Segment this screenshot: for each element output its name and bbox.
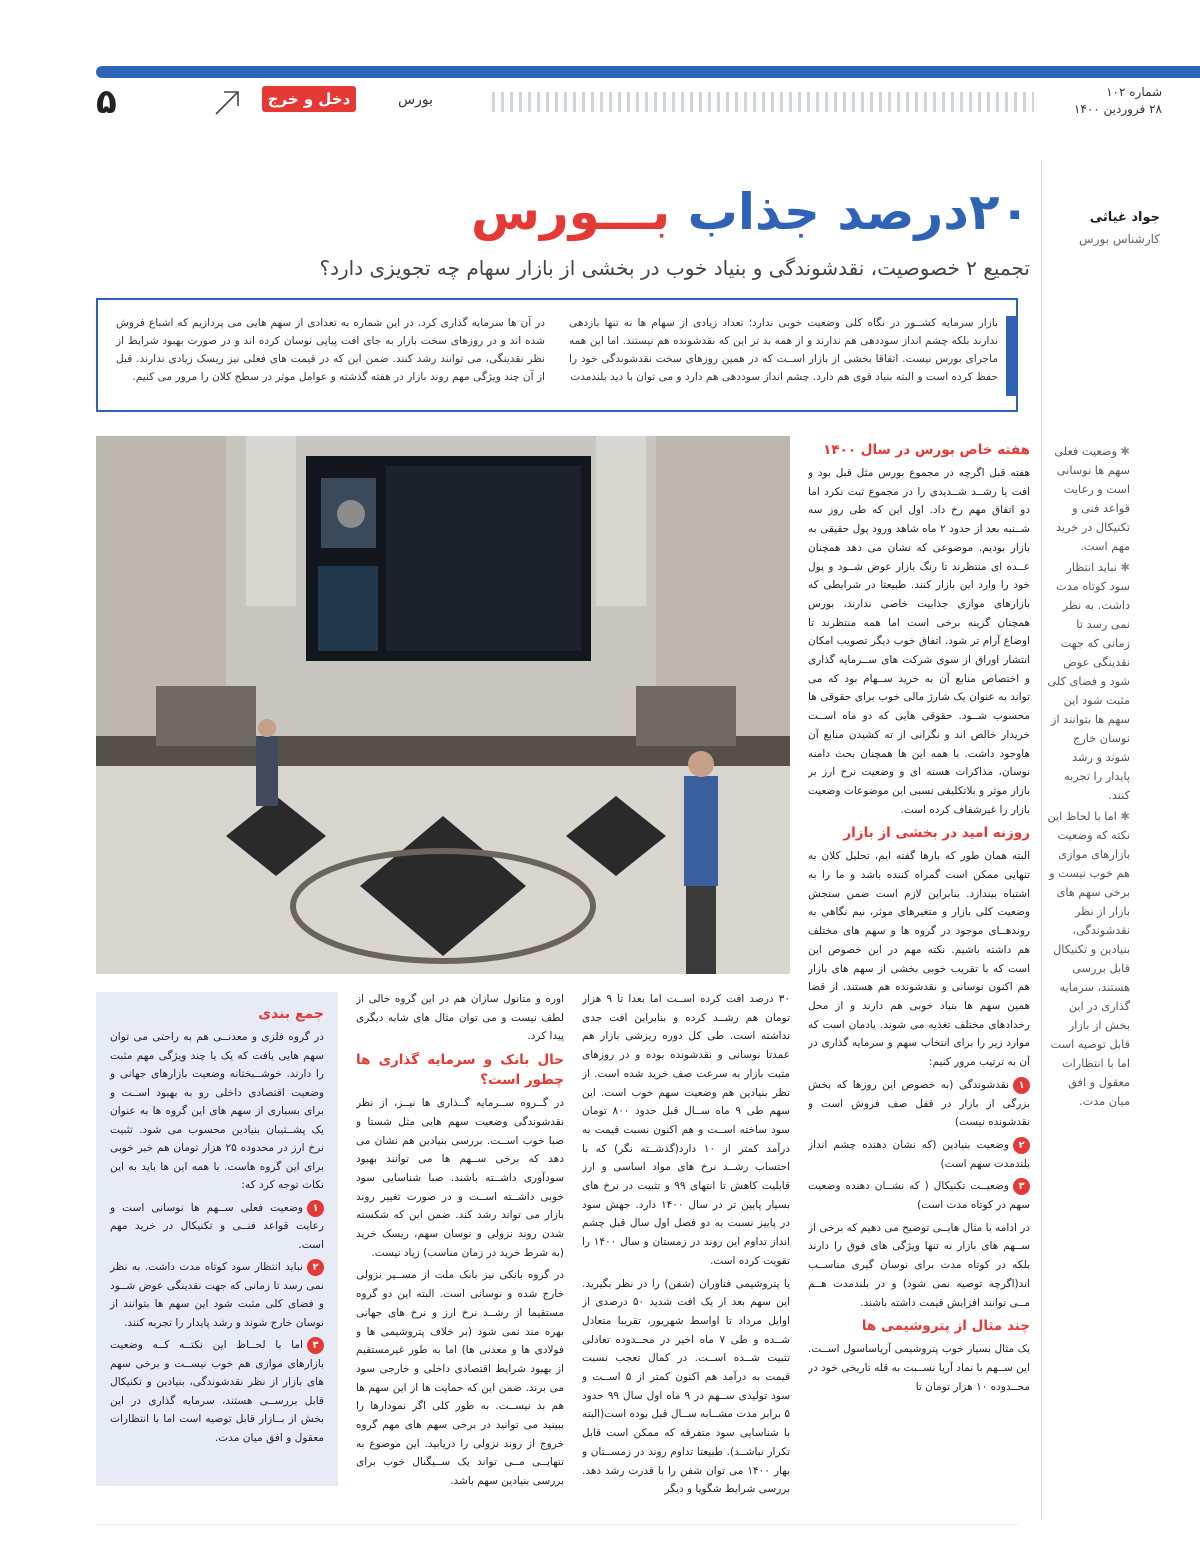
number-badge: ۳ [1013, 1178, 1030, 1195]
side-note [1046, 807, 1130, 1111]
list-item [110, 1258, 324, 1332]
list-item-text: اما با لحــاظ این نکتــه کــه وضعیت بازارهای موازی هم خوب نیســت و برخی سهم های بازار از نظر نقدشوندگی، بنیادین و تکنیکال قابل بررســی هستند، سرمایه گذاری در این بخش از بــازار قابل توصیه است اما با انتظارات معقول و افق میان مدت. [110, 1339, 324, 1444]
list-item-text: وضعیت بنیادین (که نشان دهنده چشم انداز بلندمدت سهم است) [808, 1138, 1030, 1170]
article-column-2 [582, 990, 790, 1526]
list-item [808, 1076, 1030, 1132]
section-label: بورس [398, 92, 433, 108]
number-badge: ۱ [307, 1200, 324, 1217]
arrow-up-right-icon [212, 88, 242, 118]
stock-exchange-photo [96, 436, 790, 974]
headline-red: بـــورس [471, 183, 688, 241]
star-icon: ✱ [1120, 561, 1130, 574]
paragraph: ۳۰ درصد افت کرده اســت اما بعدا تا ۹ هزار تومان هم رشــد کرده و بنابراین افت جدی نداشته است. طی کل دوره ریزشی بازار هم عمدتا نوسانی و نقدشونده بوده و در روزهای مثبت بازار به سرعت صف خرید شده است. از نظر بنیادین هم وضعیت سهم خوب است. این سهم طی ۹ ماه ســال قبل حدود ۸۰۰ تومان سود ساخته اســت و هم اکنون نسبت قیمت به درآمد کمتر از ۱۰ دارد(گذشــته نگر) که با احتساب رشــد نرخ های مواد اساسی و ارز قابلیت کاهش تا انتهای ۹۹ و تثبیت در نرخ های بسیار پایین تر در سال ۱۴۰۰ دارد. جهش سود در پاییز نسبت به دو فصل اول سال قبل چشم انداز تداوم این روند در زمستان و سال ۱۴۰۰ را تقویت کرده است. [582, 993, 790, 1267]
barcode-decoration [492, 92, 1034, 112]
number-badge: ۳ [307, 1337, 324, 1354]
side-note [1046, 558, 1130, 805]
page-number: ۵ [96, 82, 117, 122]
issue-info [1074, 84, 1162, 118]
top-accent-bar [96, 66, 1200, 78]
sidebar-divider [1041, 160, 1042, 1520]
number-badge: ۱ [1013, 1077, 1030, 1094]
paragraph: اوره و متانول سازان هم در این گروه خالی از لطف نیست و می توان مثال های شابه دیگری پیدا کرد. [356, 993, 564, 1043]
issue-number: شماره ۱۰۲ [1106, 85, 1162, 99]
paragraph: در گروه فلزی و معدنــی هم به راحتی می توان سهم هایی یافت که یک یا چند ویژگی مهم مثبت را دارند. خوشــبختانه وضعیت بازارهای جهانی و وضعیت اقتصادی داخلی رو به بهبود اســت و برای بسیاری از سهم های این گروه ها به عنوان یک پشــتیبان بنیادین محسوب می شود. تثبیت نرخ ارز در محدوده ۲۵ هزار تومان هم خبر خوبی برای این گروه هاست. با همه این ها باید به این نکات توجه کرد که: [110, 1031, 324, 1191]
side-notes [1046, 442, 1130, 1113]
summary-box [96, 992, 338, 1486]
side-note-text: وضعیت فعلی سهم ها نوسانی است و رعایت قواعد فنی و تکنیکال در خرید مهم است. [1054, 445, 1130, 553]
side-note [1046, 442, 1130, 556]
author-name: جواد غیاثی [1089, 210, 1160, 225]
intro-left: در آن ها سرمایه گذاری کرد. در این شماره به تعدادی از سهم هایی می پردازیم که اشباع فروش شده اند و در روزهای سخت بازار به جای افت پیاپی نوسان کرده اند و در صورت بهبود شرایط از نظر نقدینگی، می توانند رشد کنند. ضمن این که در قیمت های فعلی نیز ریسک زیادی ندارند. قبل از آن چند ویژگی مهم روند بازار در هفته گذشته و عوامل موثر در سطح کلان را مرور می کنیم. [116, 317, 545, 383]
list-item-text: وضعیت فعلی ســهم ها نوسانی است و رعایت قواعد فنــی و تکنیکال در خرید مهم است. [110, 1201, 324, 1251]
side-note-text: نباید انتظار سود کوتاه مدت داشت. به نظر نمی رسد تا زمانی که جهت نقدینگی عوض شود و فضای کلی مثبت شود این سهم ها بتوانند از نوسان خارج شوند و رشد پایدار را تجربه کنند. [1047, 561, 1130, 802]
list-item [110, 1199, 324, 1255]
list-item-text: نقدشوندگی (به خصوص این روزها که بخش بزرگی از بازار در قفل صف فروش است و نقدشونده نیست) [808, 1078, 1030, 1129]
headline [300, 172, 1030, 252]
headline-blue: ۲۰درصد جذاب [687, 183, 1030, 241]
article-column-3 [356, 990, 564, 1526]
intro-box [96, 298, 1018, 412]
star-icon: ✱ [1120, 445, 1130, 458]
summary-title: جمع بندی [258, 1006, 324, 1022]
paragraph: در گروه بانکی نیز بانک ملت از مســیر نزولی خارج شده و نوسانی است. البته این دو گروه مستقیما از رشــد نرخ ارز و نرخ های جهانی بهره مند نمی شود (بر خلاف پتروشیمی ها و فولادی ها و معدنی ها) اما به طور غیرمستقیم از بهبود شرایط اقتصادی داخلی و خارجی سود می برند. ضمن این که حمایت ها از این سهم ها هم بد نیســت. به طور کلی اگر نمودارها را ببینید می توانید در برخی سهم های مهم گروه خروج از روند نزولی را دریابید. این موضوع به تنهایــی مــی تواند یک ســیگنال خوب برای بررسی بنیادین سهم باشد. [356, 1269, 564, 1488]
intro-accent-bar [1006, 316, 1018, 396]
issue-date: ۲۸ فروردین ۱۴۰۰ [1073, 102, 1162, 116]
section-heading: هفته خاص بورس در سال ۱۴۰۰ [823, 442, 1030, 458]
paragraph: در ادامه با مثال هایــی توضیح می دهیم که برخی از ســهم های بازار نه تنها ویژگی های فوق را دارند بلکه در کوتاه مدت برای نوسان گیری مناســب اند(اگرچه توصیه نمی شود) و در بلندمدت هــم مــی توانند افزایش قیمت داشته باشند. [808, 1221, 1030, 1309]
paragraph: یک مثال بسیار خوب پتروشیمی آریاساسول اســت. این ســهم با نماد آریا نســبت به قله تاریخی خود در محــدوده ۱۰ هزار تومان تا [808, 1343, 1030, 1393]
side-note-text: اما با لحاظ این نکته که وضعیت بازارهای موازی هم خوب نیست و برخی سهم های بازار از نظر نقدشوندگی، بنیادین و تکنیکال قابل بررسی هستند، سرمایه گذاری در این بخش از بازار قابل توصیه است اما با انتظارات معقول و افق میان مدت. [1047, 810, 1130, 1108]
list-item [808, 1177, 1030, 1214]
paragraph: هفته قبل اگرچه در مجموع بورس مثل قبل بود و افت یا رشــد شــدیدی را در مجموع ثبت نکرد اما دو اتفاق مهم رخ داد. اول این که طی روز سه شــنبه بعد از حدود ۲ ماه شاهد ورود پول حقیقی به بازار بودیم. موضوعی که نشان می دهد همچنان عــده ای منتظرند تا رنگ بازار عوض شــود و پول خود را وارد این بازار کنند. طبیعتا در شرایطی که بازارهای موازی جذابیت خاصی ندارند، بورس همچنان گزینه برخی است اما همه منتظرند تا اوضاع آرام تر شود. اتفاق خوب دیگر تصویب امکان انتشار اوراق از سوی شرکت های ســرمایه گذاری و اختصاص منابع آن به خرید ســهام بود که می تواند به عنوان یک شارژ مالی خوب برای حقوقی ها محسوب شــود. حقوقی هایی که دو ماه اســت خریدار خالص اند و نگرانی از ته کشیدن منابع آن هاوجود داشت. با همه این ها همچنان بحث دامنه نوسان، مذاکرات هسته ای و وضعیت نرخ ارز بر بازار موثر و بلاتکلیفی نسبی این موضوعات وضعیت بازار را غیرشفاف کرده است. [808, 467, 1030, 816]
number-badge: ۲ [307, 1259, 324, 1276]
paragraph: یا پتروشیمی فناوران (شفن) را در نظر بگیرید. این سهم بعد از یک افت شدید ۵۰ درصدی از اوایل مرداد تا اواسط شهریور، تقریبا متعادل شــده و طی ۷ ماه اخیر در محــدوده تعادلی تثبیت شــده اســت. در کمال تعجب نسبت قیمت به درآمد هم اکنون کمتر از ۵ اســت و سود تولیدی ســهم در ۹ ماه اول سال ۹۹ حدود ۵ برابر مدت مشــابه ســال قبل بوده است(البته با شناسایی سود متفرقه که ممکن است قابل تکرار نباشــد). طبیعتا تداوم روند در زمســتان و بهار ۱۴۰۰ می توان شفن را با قدرت رشد دهد. بررسی شرایط شگویا و دیگر [582, 1277, 790, 1496]
subtitle: تجمیع ۲ خصوصیت، نقدشوندگی و بنیاد خوب در بخشی از بازار سهام چه تجویزی دارد؟ [319, 256, 1030, 280]
list-item [110, 1336, 324, 1447]
number-badge: ۲ [1013, 1137, 1030, 1154]
author-role: کارشناس بورس [1079, 232, 1160, 246]
section-heading: چند مثال از پتروشیمی ها [861, 1318, 1030, 1335]
section-heading: حال بانک و سرمایه گذاری ها چطور است؟ [356, 1052, 564, 1089]
bottom-rule [96, 1524, 1018, 1525]
list-item-text: نباید انتظار سود کوتاه مدت داشت. به نظر نمی رسد تا زمانی که جهت نقدینگی عوض شــود و فضای کلی مثبت شود این سهم ها بتوانند از نوسان خارج شوند و رشد پایدار را تجربه کنند. [110, 1261, 324, 1329]
list-item-text: وضعیــت تکنیکال ( که نشــان دهنده وضعیت سهم در کوتاه مدت است) [808, 1180, 1030, 1212]
article-column-1 [808, 436, 1030, 1526]
section-heading: روزنه امید در بخشی از بازار [843, 825, 1030, 842]
paragraph: در گــروه ســرمایه گــذاری ها نیــز، از نظر نقدشوندگی وضعیت سهم هایی مثل شستا و صبا خوب اســت. بررسی بنیادین هم نشان می دهد که برخی ســهم ها می توانند بهبود سودآوری داشــته باشند. صبا شناسایی سود خوبی داشــته اســت و در صورت تغییر روند بازار می تواند رشد کند. ضمن این که شکسته شدن روند نزولی و نوسان سهم، ریسک خرید (به شرط خرید در زمان مناسب) زیاد نیست. [356, 1097, 564, 1259]
brand-logo: دخل و خرج [262, 86, 356, 112]
list-item [808, 1136, 1030, 1173]
paragraph: البته همان طور که بارها گفته ایم، تحلیل کلان به تنهایی ممکن است گمراه کننده باشد و ما را به اشتباه بیندازد. بنابراین لازم است ضمن سنجش وضعیت کلی بازار و متغیرهای موثر، نیم نگاهی به روندهــای موجود در گروه ها و سهم های مختلف هم داشته باشیم. نکته مهم در این خصوص این است که با تقریب خوبی بخشی از سهم های بازار هم اکنون نوسانی و نقدشونده هم هستند. از قضا همین سهم ها بنیاد خوبی هم دارند و از محل رخدادهای مختلف تغذیه می شوند. یادمان است که موارد زیر را برای انتخاب سهم و سرمایه گذاری در آن به ترتیب مرور کنیم: [808, 850, 1030, 1069]
star-icon: ✱ [1120, 810, 1130, 823]
intro-right: بازار سرمایه کشــور در نگاه کلی وضعیت خوبی ندارد؛ تعداد زیادی از سهام ها نه تنها بازدهی ندارند بلکه چشم انداز سوددهی هم ندارند و از همه بد تر این که نقدشونده هم نیستند. اما این همه ماجرای بورس نیست. اتفاقا بخشی از بازار اســت که در همین روزهای سخت نقدشوندگی خود را حفظ کرده است و البته بنیاد قوی هم دارد. چشم انداز سوددهی هم دارد و می توان با دید بلندمدت [569, 317, 998, 383]
